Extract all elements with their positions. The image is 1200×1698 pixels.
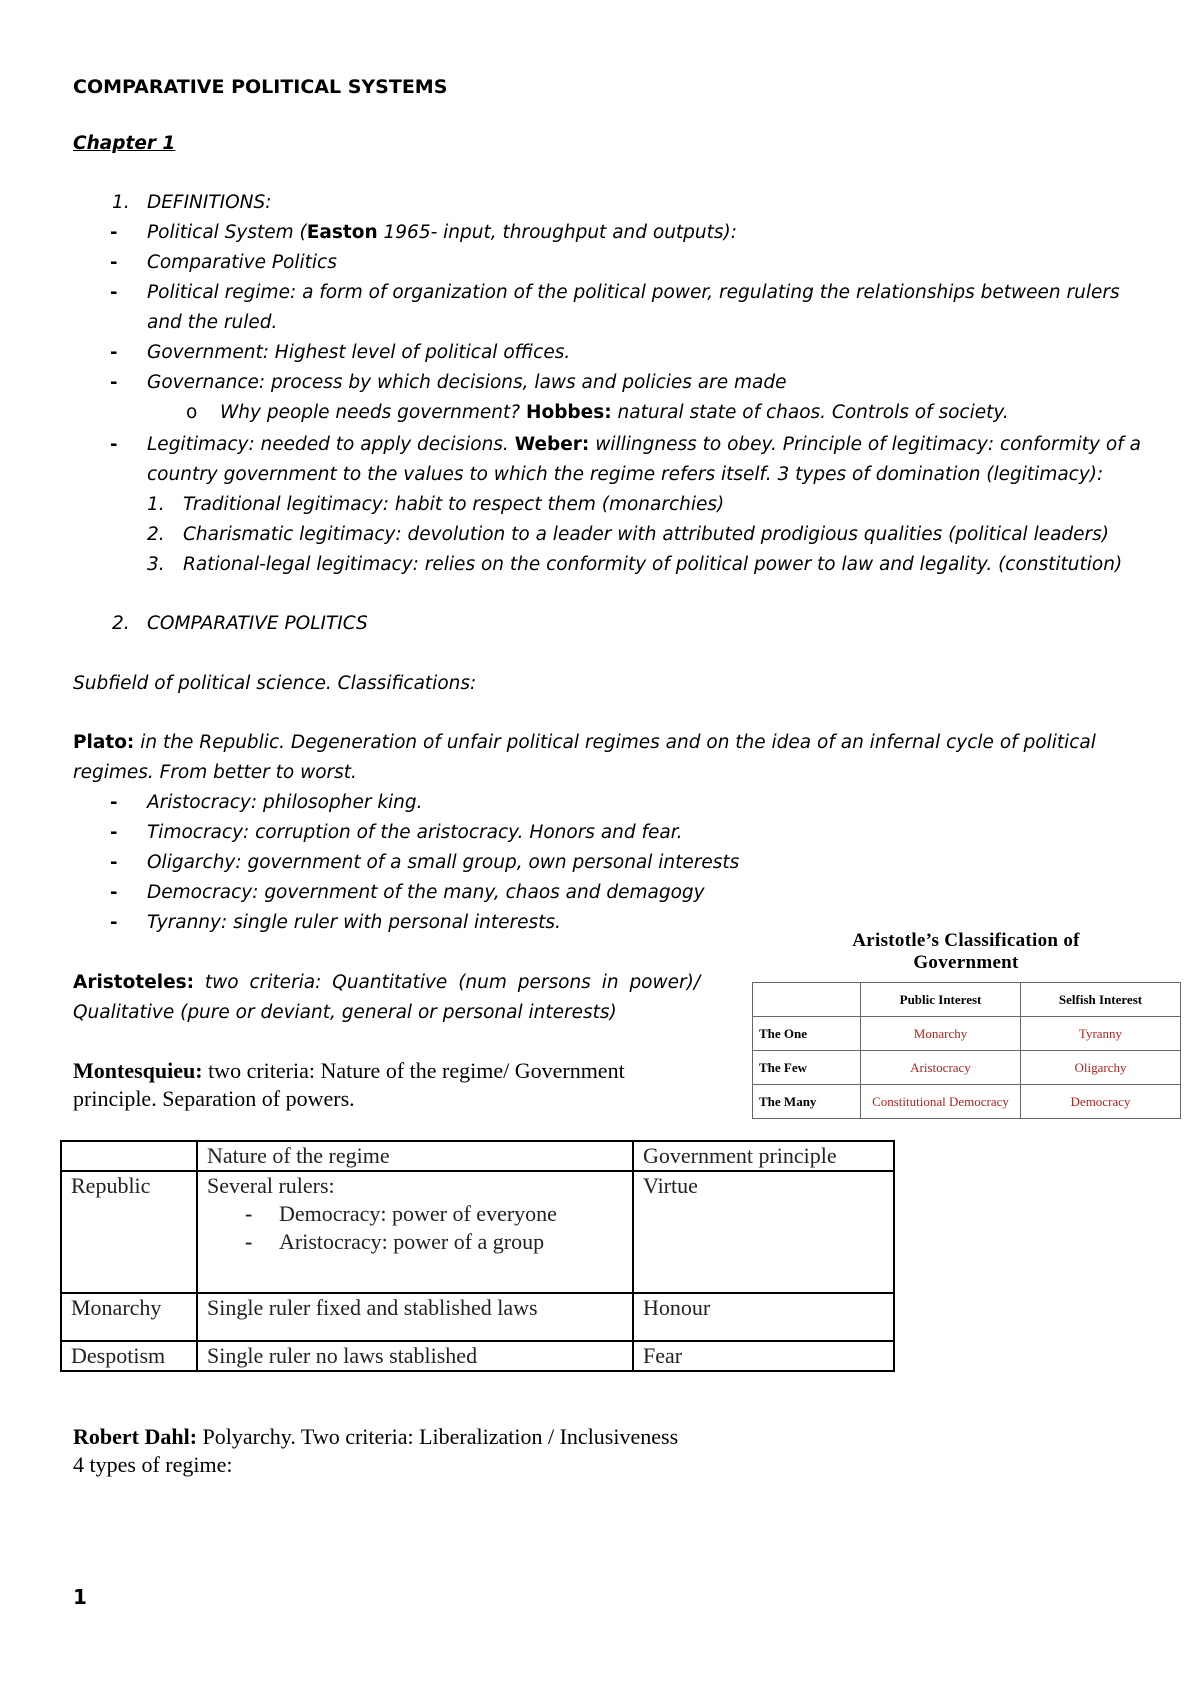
legitimacy-type: Charismatic legitimacy: devolution to a leader with attributed prodigious qualities (political leaders)	[183, 524, 1110, 545]
table-cell: Monarchy	[861, 1017, 1021, 1051]
bullet-marker: -	[110, 792, 118, 813]
row-header: The Many	[753, 1085, 861, 1119]
list-number: 2.	[147, 524, 165, 545]
def-text: Legitimacy: needed to apply decisions.	[147, 434, 515, 455]
def-political-regime-cont: and the ruled.	[147, 312, 278, 333]
table-cell: Single ruler fixed and stablished laws	[197, 1293, 633, 1341]
bullet-marker: -	[110, 882, 118, 903]
row-header: The One	[753, 1017, 861, 1051]
column-header: Selfish Interest	[1021, 983, 1181, 1017]
table-cell: Honour	[633, 1293, 894, 1341]
page-number: 1	[73, 1585, 87, 1609]
row-header: Republic	[61, 1171, 197, 1293]
table-cell: Constitutional Democracy	[861, 1085, 1021, 1119]
table-row	[753, 1085, 1181, 1119]
section-heading-comparative-politics: COMPARATIVE POLITICS	[147, 613, 368, 634]
table-row	[753, 1051, 1181, 1085]
bullet-marker: -	[110, 852, 118, 873]
paragraph-text: in the Republic. Degeneration of unfair political regimes and on the idea of an infernal cycle of political	[134, 732, 1096, 753]
table-header-row	[61, 1141, 894, 1171]
list-number: 1.	[147, 494, 165, 515]
def-author: Weber:	[514, 434, 590, 455]
table-cell	[753, 983, 861, 1017]
def-text: natural state of chaos. Controls of society.	[611, 402, 1009, 423]
paragraph-text: Polyarchy. Two criteria: Liberalization / Inclusiveness	[197, 1424, 679, 1449]
row-header: Despotism	[61, 1341, 197, 1371]
author-name: Aristoteles:	[73, 972, 195, 993]
plato-paragraph-cont: regimes. From better to worst.	[73, 762, 357, 783]
dahl-paragraph	[73, 1424, 678, 1450]
list-item: - Aristocracy: power of a group	[279, 1228, 632, 1256]
author-name: Robert Dahl:	[73, 1424, 198, 1449]
bullet-marker: -	[110, 342, 118, 363]
section-number: 2.	[112, 613, 130, 634]
bullet-marker: -	[110, 252, 118, 273]
row-header: The Few	[753, 1051, 861, 1085]
def-text: Political System (	[147, 222, 307, 243]
author-name: Plato:	[73, 732, 135, 753]
aristotle-classification-figure	[752, 930, 1180, 1109]
montesquieu-table	[60, 1140, 895, 1372]
bullet-marker: -	[110, 912, 118, 933]
dahl-regime-types: 4 types of regime:	[73, 1452, 233, 1477]
table-cell: Virtue	[633, 1171, 894, 1293]
def-text: Why people needs government?	[220, 402, 526, 423]
bullet-marker: -	[110, 434, 118, 455]
table-cell: Aristocracy	[861, 1051, 1021, 1085]
plato-regime: Timocracy: corruption of the aristocracy. Honors and fear.	[147, 822, 683, 843]
subfield-text: Subfield of political science. Classifications:	[73, 673, 477, 694]
figure-title: Aristotle’s Classification of	[852, 930, 1080, 951]
table-row	[753, 983, 1181, 1017]
table-row	[61, 1341, 894, 1371]
section-heading-definitions: DEFINITIONS:	[147, 192, 272, 213]
bullet-marker: -	[110, 372, 118, 393]
def-legitimacy-cont: country government to the values to which the regime refers itself. 3 types of domination (legitimacy):	[147, 464, 1104, 485]
aristoteles-paragraph-cont: Qualitative (pure or deviant, general or personal interests)	[73, 1002, 617, 1023]
table-cell	[61, 1141, 197, 1171]
bullet-marker: -	[110, 822, 118, 843]
def-legitimacy	[147, 434, 1141, 455]
author-name: Montesquieu:	[73, 1058, 203, 1083]
def-hobbes	[220, 402, 1009, 423]
doc-title: COMPARATIVE POLITICAL SYSTEMS	[73, 76, 448, 98]
cell-text: Several rulers:	[207, 1173, 335, 1198]
def-political-system	[147, 222, 737, 243]
chapter-heading: Chapter 1	[73, 133, 176, 154]
montesquieu-paragraph	[73, 1058, 625, 1084]
def-governance: Governance: process by which decisions, laws and policies are made	[147, 372, 787, 393]
row-header: Monarchy	[61, 1293, 197, 1341]
plato-regime: Tyranny: single ruler with personal interests.	[147, 912, 561, 933]
def-government: Government: Highest level of political offices.	[147, 342, 571, 363]
legitimacy-type: Rational-legal legitimacy: relies on the conformity of political power to law and legality. (constitution)	[183, 554, 1123, 575]
plato-regime: Democracy: government of the many, chaos and demagogy	[147, 882, 705, 903]
column-header: Public Interest	[861, 983, 1021, 1017]
table-cell	[197, 1171, 633, 1293]
table-row	[753, 1017, 1181, 1051]
paragraph-text: two criteria: Quantitative (num persons in power)/	[194, 972, 701, 993]
def-comparative-politics: Comparative Politics	[147, 252, 337, 273]
list-item: - Democracy: power of everyone	[279, 1200, 632, 1228]
bullet-marker: -	[110, 282, 118, 303]
table-row	[61, 1293, 894, 1341]
table-cell: Tyranny	[1021, 1017, 1181, 1051]
section-number: 1.	[112, 192, 130, 213]
def-author: Hobbes:	[526, 402, 612, 423]
regime-list	[207, 1200, 632, 1256]
plato-regime: Oligarchy: government of a small group, own personal interests	[147, 852, 740, 873]
figure-title-cont: Government	[913, 952, 1019, 973]
sub-bullet-marker: o	[186, 402, 198, 423]
table-cell: Fear	[633, 1341, 894, 1371]
plato-paragraph	[73, 732, 1096, 753]
table-row	[61, 1171, 894, 1293]
def-text: 1965- input, throughput and outputs):	[377, 222, 737, 243]
def-text: willingness to obey. Principle of legitimacy: conformity of a	[589, 434, 1141, 455]
legitimacy-type: Traditional legitimacy: habit to respect them (monarchies)	[183, 494, 725, 515]
bullet-marker: -	[110, 222, 118, 243]
def-author: Easton	[306, 222, 378, 243]
aristotle-table	[752, 982, 1181, 1119]
column-header: Nature of the regime	[197, 1141, 633, 1171]
plato-regime: Aristocracy: philosopher king.	[147, 792, 423, 813]
table-cell: Oligarchy	[1021, 1051, 1181, 1085]
table-cell: Single ruler no laws stablished	[197, 1341, 633, 1371]
column-header: Government principle	[633, 1141, 894, 1171]
def-political-regime: Political regime: a form of organization of the political power, regulating the relationships between rulers	[147, 282, 1120, 303]
aristoteles-paragraph	[73, 972, 700, 993]
table-cell: Democracy	[1021, 1085, 1181, 1119]
montesquieu-paragraph-cont: principle. Separation of powers.	[73, 1086, 355, 1111]
list-number: 3.	[147, 554, 165, 575]
paragraph-text: two criteria: Nature of the regime/ Government	[202, 1058, 625, 1083]
